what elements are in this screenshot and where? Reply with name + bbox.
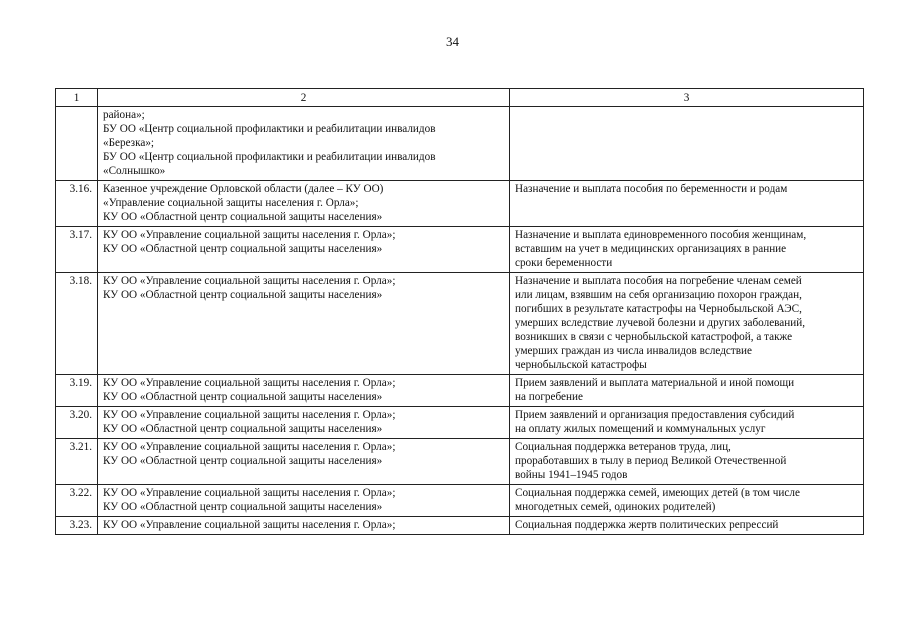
institution-line: КУ ОО «Управление социальной защиты населения г. Орла»;: [103, 487, 396, 499]
institution-cell: [98, 407, 510, 439]
institution-cell: [98, 273, 510, 375]
institution-line: КУ ОО «Областной центр социальной защиты населения»: [103, 423, 383, 435]
service-line: Прием заявлений и организация предоставления субсидий: [515, 409, 795, 421]
service-line: умерших граждан из числа инвалидов вследствие: [515, 345, 752, 357]
table-row: [56, 273, 864, 375]
service-line: или лицам, взявшим на себя организацию похорон граждан,: [515, 289, 802, 301]
column-header-3: 3: [510, 89, 864, 107]
page-number: 34: [446, 34, 459, 49]
table-row: [56, 407, 864, 439]
service-line: сроки беременности: [515, 257, 613, 269]
service-line: на оплату жилых помещений и коммунальных услуг: [515, 423, 766, 435]
institution-cell: [98, 517, 510, 535]
column-header-2: 2: [98, 89, 510, 107]
institution-line: КУ ОО «Управление социальной защиты населения г. Орла»;: [103, 229, 396, 241]
table-row: [56, 485, 864, 517]
row-number: 3.21.: [56, 439, 98, 485]
institution-line: КУ ОО «Областной центр социальной защиты населения»: [103, 391, 383, 403]
table-row: [56, 227, 864, 273]
column-header-1: 1: [56, 89, 98, 107]
institution-line: КУ ОО «Управление социальной защиты населения г. Орла»;: [103, 519, 396, 531]
table-row: [56, 517, 864, 535]
service-cell: [510, 517, 864, 535]
row-number: 3.23.: [56, 517, 98, 535]
service-line: вставшим на учет в медицинских организациях в ранние: [515, 243, 787, 255]
service-line: Социальная поддержка ветеранов труда, лиц,: [515, 441, 731, 453]
service-line: умерших вследствие лучевой болезни и других заболеваний,: [515, 317, 806, 329]
service-line: многодетных семей, одиноких родителей): [515, 501, 716, 513]
table-row: [56, 107, 864, 181]
institution-line: БУ ОО «Центр социальной профилактики и реабилитации инвалидов: [103, 151, 436, 163]
institution-line: КУ ОО «Управление социальной защиты населения г. Орла»;: [103, 275, 396, 287]
row-number: 3.18.: [56, 273, 98, 375]
institution-line: БУ ОО «Центр социальной профилактики и реабилитации инвалидов: [103, 123, 436, 135]
institution-cell: [98, 439, 510, 485]
institution-cell: [98, 485, 510, 517]
institution-line: КУ ОО «Областной центр социальной защиты населения»: [103, 289, 383, 301]
institution-cell: [98, 375, 510, 407]
service-line: погибших в результате катастрофы на Чернобыльской АЭС,: [515, 303, 802, 315]
table-row: [56, 181, 864, 227]
service-cell: [510, 107, 864, 181]
service-line: проработавших в тылу в период Великой Отечественной: [515, 455, 787, 467]
institution-line: КУ ОО «Областной центр социальной защиты населения»: [103, 501, 383, 513]
service-cell: [510, 273, 864, 375]
service-cell: [510, 375, 864, 407]
row-number: 3.17.: [56, 227, 98, 273]
row-number: 3.22.: [56, 485, 98, 517]
table-row: [56, 375, 864, 407]
service-line: чернобыльской катастрофы: [515, 359, 647, 371]
service-cell: [510, 485, 864, 517]
service-cell: [510, 439, 864, 485]
service-line: Социальная поддержка жертв политических репрессий: [515, 519, 779, 531]
service-line: Назначение и выплата пособия на погребение членам семей: [515, 275, 802, 287]
row-number: [56, 107, 98, 181]
service-line: войны 1941–1945 годов: [515, 469, 628, 481]
institution-line: «Солнышко»: [103, 165, 166, 177]
institution-line: КУ ОО «Областной центр социальной защиты населения»: [103, 243, 383, 255]
institution-line: района»;: [103, 109, 145, 121]
institution-line: Казенное учреждение Орловской области (далее – КУ ОО): [103, 183, 384, 195]
service-cell: [510, 181, 864, 227]
table-row: [56, 439, 864, 485]
institution-cell: [98, 181, 510, 227]
service-line: Назначение и выплата единовременного пособия женщинам,: [515, 229, 807, 241]
institution-line: КУ ОО «Управление социальной защиты населения г. Орла»;: [103, 377, 396, 389]
table-body: [56, 107, 864, 535]
service-cell: [510, 227, 864, 273]
institution-line: КУ ОО «Управление социальной защиты населения г. Орла»;: [103, 441, 396, 453]
table-header-row: [56, 89, 864, 107]
row-number: 3.20.: [56, 407, 98, 439]
service-line: возникших в связи с чернобыльской катастрофой, а также: [515, 331, 793, 343]
service-line: Назначение и выплата пособия по беременности и родам: [515, 183, 788, 195]
institution-cell: [98, 107, 510, 181]
institution-cell: [98, 227, 510, 273]
institution-line: КУ ОО «Областной центр социальной защиты населения»: [103, 455, 383, 467]
service-line: Социальная поддержка семей, имеющих детей (в том числе: [515, 487, 800, 499]
service-cell: [510, 407, 864, 439]
institution-line: «Управление социальной защиты населения г. Орла»;: [103, 197, 359, 209]
institution-line: КУ ОО «Управление социальной защиты населения г. Орла»;: [103, 409, 396, 421]
services-table: [55, 88, 864, 535]
institution-line: «Березка»;: [103, 137, 155, 149]
row-number: 3.16.: [56, 181, 98, 227]
row-number: 3.19.: [56, 375, 98, 407]
service-line: на погребение: [515, 391, 583, 403]
service-line: Прием заявлений и выплата материальной и иной помощи: [515, 377, 795, 389]
institution-line: КУ ОО «Областной центр социальной защиты населения»: [103, 211, 383, 223]
